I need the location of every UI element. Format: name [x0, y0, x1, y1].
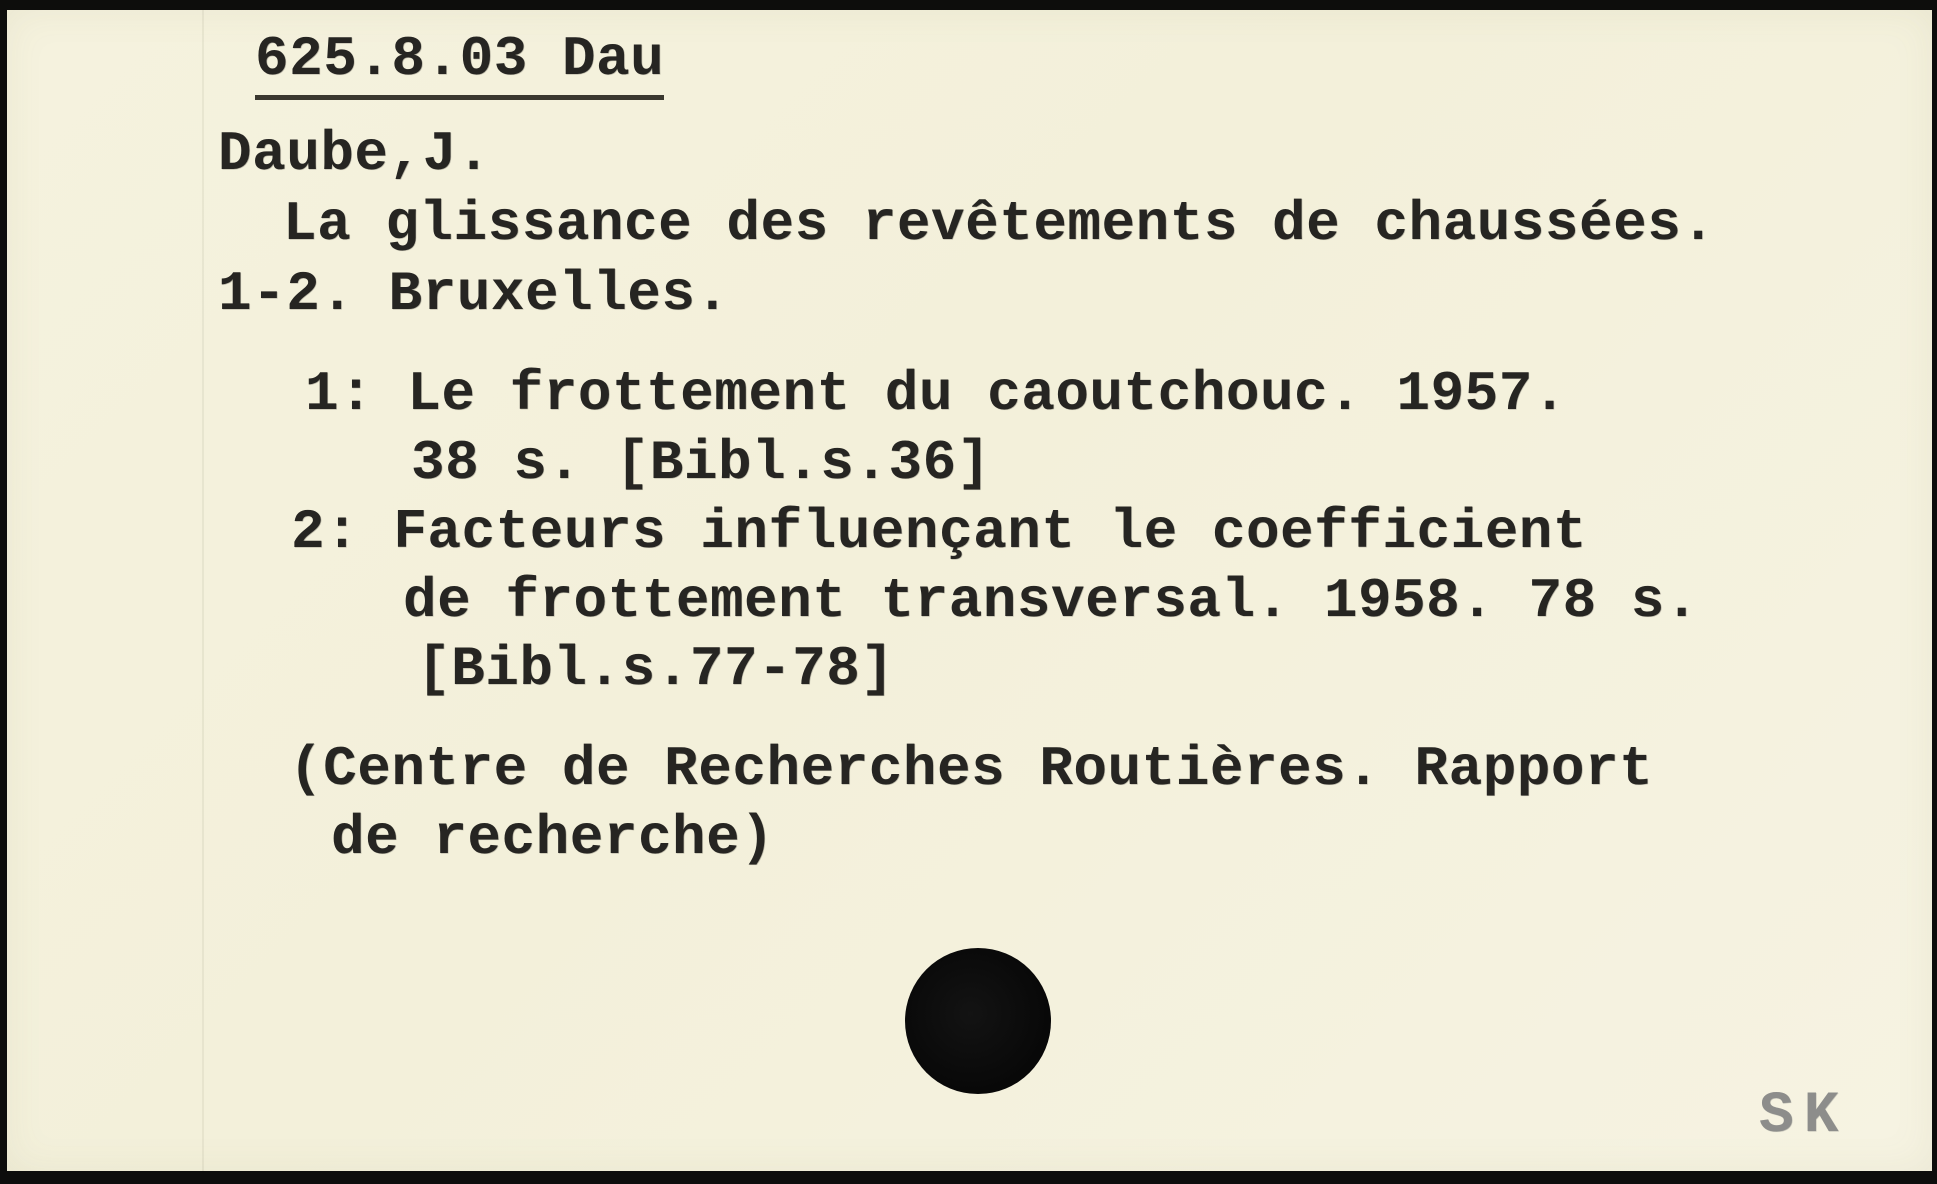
entry-1-line-2: 38 s. [Bibl.s.36] [411, 431, 991, 495]
title: La glissance des revêtements de chaussées. [283, 192, 1716, 256]
entry-1-line-1: 1: Le frottement du caoutchouc. 1957. [305, 362, 1567, 426]
volumes-place: 1-2. Bruxelles. [218, 262, 730, 326]
entry-2-line-3: [Bibl.s.77-78] [417, 637, 895, 701]
entry-2-line-2: de frottement transversal. 1958. 78 s. [403, 569, 1700, 633]
series-note-line-1: (Centre de Recherches Routières. Rapport [289, 737, 1654, 801]
author-name: Daube,J. [218, 122, 491, 186]
series-note-line-2: de recherche) [331, 806, 775, 870]
entry-2-line-1: 2: Facteurs influençant le coefficient [291, 500, 1588, 564]
library-stamp: SK [1759, 1084, 1849, 1149]
hole-punch [905, 948, 1051, 1094]
scan-crease [202, 10, 204, 1171]
catalog-card [7, 10, 1932, 1171]
call-number: 625.8.03 Dau [255, 31, 664, 100]
